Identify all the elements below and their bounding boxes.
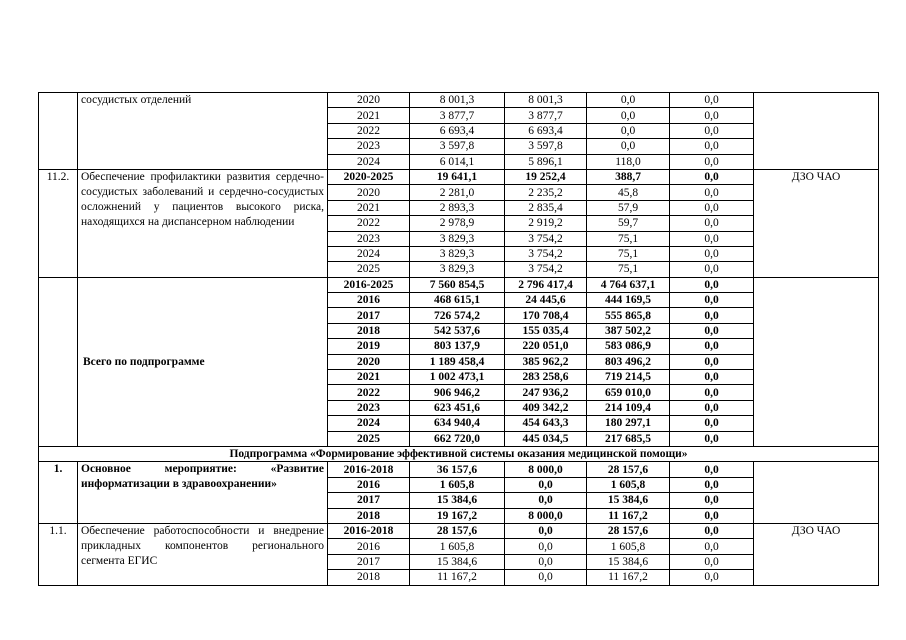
source2-cell: 719 214,5 (587, 370, 670, 385)
item-name: Основное мероприятие: «Развитие информатизации в здравоохранении» (78, 462, 328, 524)
source1-cell: 3 877,7 (505, 108, 587, 123)
year-cell: 2023 (328, 400, 410, 415)
source3-cell: 0,0 (670, 308, 754, 323)
total-cell: 7 560 854,5 (410, 277, 505, 292)
source3-cell: 0,0 (670, 169, 754, 184)
source2-cell: 75,1 (587, 262, 670, 277)
source2-cell: 57,9 (587, 200, 670, 215)
source1-cell: 283 258,6 (505, 370, 587, 385)
source2-cell: 1 605,8 (587, 477, 670, 492)
total-cell: 6 014,1 (410, 154, 505, 169)
budget-table (38, 92, 879, 586)
table-row (39, 169, 879, 184)
source1-cell: 2 919,2 (505, 216, 587, 231)
source3-cell: 0,0 (670, 385, 754, 400)
section-row (39, 446, 879, 461)
item-name: Обеспечение профилактики развития сердечно-сосудистых заболеваний и сердечно-сосудистых осложнений у пациентов высокого риска, находящихся на диспансерном наблюдении (78, 169, 328, 277)
source1-cell: 2 235,2 (505, 185, 587, 200)
executor-cell (754, 93, 879, 170)
source2-cell: 118,0 (587, 154, 670, 169)
source2-cell: 583 086,9 (587, 339, 670, 354)
year-cell: 2017 (328, 493, 410, 508)
total-cell: 19 641,1 (410, 169, 505, 184)
source2-cell: 180 297,1 (587, 416, 670, 431)
year-cell: 2023 (328, 139, 410, 154)
source1-cell: 0,0 (505, 523, 587, 538)
source2-cell: 0,0 (587, 139, 670, 154)
source1-cell: 0,0 (505, 539, 587, 554)
source1-cell: 8 000,0 (505, 462, 587, 477)
item-number: 11.2. (39, 169, 78, 277)
source1-cell: 5 896,1 (505, 154, 587, 169)
total-cell: 11 167,2 (410, 570, 505, 585)
source3-cell: 0,0 (670, 200, 754, 215)
source2-cell: 555 865,8 (587, 308, 670, 323)
year-cell: 2016 (328, 293, 410, 308)
year-cell: 2025 (328, 431, 410, 446)
source3-cell: 0,0 (670, 570, 754, 585)
source2-cell: 28 157,6 (587, 523, 670, 538)
year-cell: 2020 (328, 93, 410, 108)
item-name: сосудистых отделений (78, 93, 328, 170)
source1-cell: 0,0 (505, 554, 587, 569)
source3-cell: 0,0 (670, 323, 754, 338)
year-cell: 2024 (328, 154, 410, 169)
total-cell: 803 137,9 (410, 339, 505, 354)
year-cell: 2017 (328, 308, 410, 323)
total-cell: 1 605,8 (410, 539, 505, 554)
year-cell: 2024 (328, 246, 410, 261)
source3-cell: 0,0 (670, 185, 754, 200)
year-cell: 2021 (328, 200, 410, 215)
year-cell: 2023 (328, 231, 410, 246)
source1-cell: 8 001,3 (505, 93, 587, 108)
source3-cell: 0,0 (670, 123, 754, 138)
source3-cell: 0,0 (670, 262, 754, 277)
source3-cell: 0,0 (670, 370, 754, 385)
source2-cell: 59,7 (587, 216, 670, 231)
total-cell: 28 157,6 (410, 523, 505, 538)
source1-cell: 8 000,0 (505, 508, 587, 523)
year-cell: 2021 (328, 108, 410, 123)
source2-cell: 0,0 (587, 93, 670, 108)
item-number: 1. (39, 462, 78, 524)
year-cell: 2016-2018 (328, 462, 410, 477)
year-cell: 2018 (328, 570, 410, 585)
year-cell: 2016 (328, 539, 410, 554)
total-cell: 3 829,3 (410, 246, 505, 261)
source1-cell: 2 796 417,4 (505, 277, 587, 292)
total-cell: 2 893,3 (410, 200, 505, 215)
source3-cell: 0,0 (670, 523, 754, 538)
source1-cell: 445 034,5 (505, 431, 587, 446)
year-cell: 2022 (328, 123, 410, 138)
source1-cell: 6 693,4 (505, 123, 587, 138)
source1-cell: 409 342,2 (505, 400, 587, 415)
source1-cell: 3 754,2 (505, 246, 587, 261)
source1-cell: 454 643,3 (505, 416, 587, 431)
year-cell: 2018 (328, 508, 410, 523)
source1-cell: 24 445,6 (505, 293, 587, 308)
total-cell: 2 978,9 (410, 216, 505, 231)
year-cell: 2020-2025 (328, 169, 410, 184)
source1-cell: 2 835,4 (505, 200, 587, 215)
total-cell: 726 574,2 (410, 308, 505, 323)
source2-cell: 75,1 (587, 246, 670, 261)
source3-cell: 0,0 (670, 339, 754, 354)
total-cell: 3 877,7 (410, 108, 505, 123)
source3-cell: 0,0 (670, 477, 754, 492)
item-name: Обеспечение работоспособности и внедрение прикладных компонентов регионального сегмента ЕГИС (78, 523, 328, 585)
total-cell: 906 946,2 (410, 385, 505, 400)
source2-cell: 15 384,6 (587, 554, 670, 569)
source1-cell: 0,0 (505, 570, 587, 585)
table-row (39, 523, 879, 538)
source2-cell: 4 764 637,1 (587, 277, 670, 292)
source3-cell: 0,0 (670, 154, 754, 169)
executor-cell (754, 462, 879, 524)
executor-cell: ДЗО ЧАО (754, 169, 879, 277)
year-cell: 2024 (328, 416, 410, 431)
source2-cell: 1 605,8 (587, 539, 670, 554)
source3-cell: 0,0 (670, 493, 754, 508)
source2-cell: 388,7 (587, 169, 670, 184)
section-title: Подпрограмма «Формирование эффективной системы оказания медицинской помощи» (39, 446, 879, 461)
total-cell: 468 615,1 (410, 293, 505, 308)
source3-cell: 0,0 (670, 231, 754, 246)
year-cell: 2020 (328, 185, 410, 200)
year-cell: 2016-2025 (328, 277, 410, 292)
source3-cell: 0,0 (670, 139, 754, 154)
year-cell: 2018 (328, 323, 410, 338)
source2-cell: 15 384,6 (587, 493, 670, 508)
source1-cell: 3 754,2 (505, 231, 587, 246)
year-cell: 2025 (328, 262, 410, 277)
source2-cell: 28 157,6 (587, 462, 670, 477)
source3-cell: 0,0 (670, 508, 754, 523)
table-row (39, 462, 879, 477)
source1-cell: 3 754,2 (505, 262, 587, 277)
total-cell: 2 281,0 (410, 185, 505, 200)
year-cell: 2017 (328, 554, 410, 569)
source3-cell: 0,0 (670, 400, 754, 415)
item-number: 1.1. (39, 523, 78, 585)
source2-cell: 659 010,0 (587, 385, 670, 400)
source2-cell: 803 496,2 (587, 354, 670, 369)
source1-cell: 0,0 (505, 493, 587, 508)
source1-cell: 155 035,4 (505, 323, 587, 338)
source2-cell: 75,1 (587, 231, 670, 246)
source3-cell: 0,0 (670, 416, 754, 431)
total-cell: 1 605,8 (410, 477, 505, 492)
item-name: Всего по подпрограмме (78, 277, 328, 446)
source3-cell: 0,0 (670, 539, 754, 554)
source2-cell: 214 109,4 (587, 400, 670, 415)
source3-cell: 0,0 (670, 246, 754, 261)
source3-cell: 0,0 (670, 431, 754, 446)
total-cell: 15 384,6 (410, 554, 505, 569)
source3-cell: 0,0 (670, 554, 754, 569)
total-cell: 8 001,3 (410, 93, 505, 108)
total-cell: 3 829,3 (410, 231, 505, 246)
year-cell: 2021 (328, 370, 410, 385)
source1-cell: 220 051,0 (505, 339, 587, 354)
source3-cell: 0,0 (670, 354, 754, 369)
source1-cell: 0,0 (505, 477, 587, 492)
source3-cell: 0,0 (670, 277, 754, 292)
table-row (39, 93, 879, 108)
total-cell: 19 167,2 (410, 508, 505, 523)
total-cell: 6 693,4 (410, 123, 505, 138)
source1-cell: 3 597,8 (505, 139, 587, 154)
source2-cell: 11 167,2 (587, 508, 670, 523)
total-cell: 662 720,0 (410, 431, 505, 446)
year-cell: 2022 (328, 385, 410, 400)
source2-cell: 217 685,5 (587, 431, 670, 446)
source3-cell: 0,0 (670, 462, 754, 477)
total-cell: 542 537,6 (410, 323, 505, 338)
item-number (39, 277, 78, 446)
source1-cell: 385 962,2 (505, 354, 587, 369)
source3-cell: 0,0 (670, 93, 754, 108)
source2-cell: 0,0 (587, 108, 670, 123)
total-cell: 623 451,6 (410, 400, 505, 415)
total-cell: 36 157,6 (410, 462, 505, 477)
source2-cell: 387 502,2 (587, 323, 670, 338)
year-cell: 2022 (328, 216, 410, 231)
executor-cell (754, 277, 879, 446)
year-cell: 2016-2018 (328, 523, 410, 538)
year-cell: 2019 (328, 339, 410, 354)
source3-cell: 0,0 (670, 293, 754, 308)
source2-cell: 45,8 (587, 185, 670, 200)
source1-cell: 170 708,4 (505, 308, 587, 323)
source3-cell: 0,0 (670, 108, 754, 123)
total-cell: 1 002 473,1 (410, 370, 505, 385)
year-cell: 2016 (328, 477, 410, 492)
total-cell: 3 829,3 (410, 262, 505, 277)
source1-cell: 247 936,2 (505, 385, 587, 400)
item-number (39, 93, 78, 170)
source1-cell: 19 252,4 (505, 169, 587, 184)
source3-cell: 0,0 (670, 216, 754, 231)
year-cell: 2020 (328, 354, 410, 369)
source2-cell: 0,0 (587, 123, 670, 138)
executor-cell: ДЗО ЧАО (754, 523, 879, 585)
total-cell: 1 189 458,4 (410, 354, 505, 369)
source2-cell: 11 167,2 (587, 570, 670, 585)
total-cell: 15 384,6 (410, 493, 505, 508)
table-row (39, 277, 879, 292)
total-cell: 3 597,8 (410, 139, 505, 154)
source2-cell: 444 169,5 (587, 293, 670, 308)
total-cell: 634 940,4 (410, 416, 505, 431)
